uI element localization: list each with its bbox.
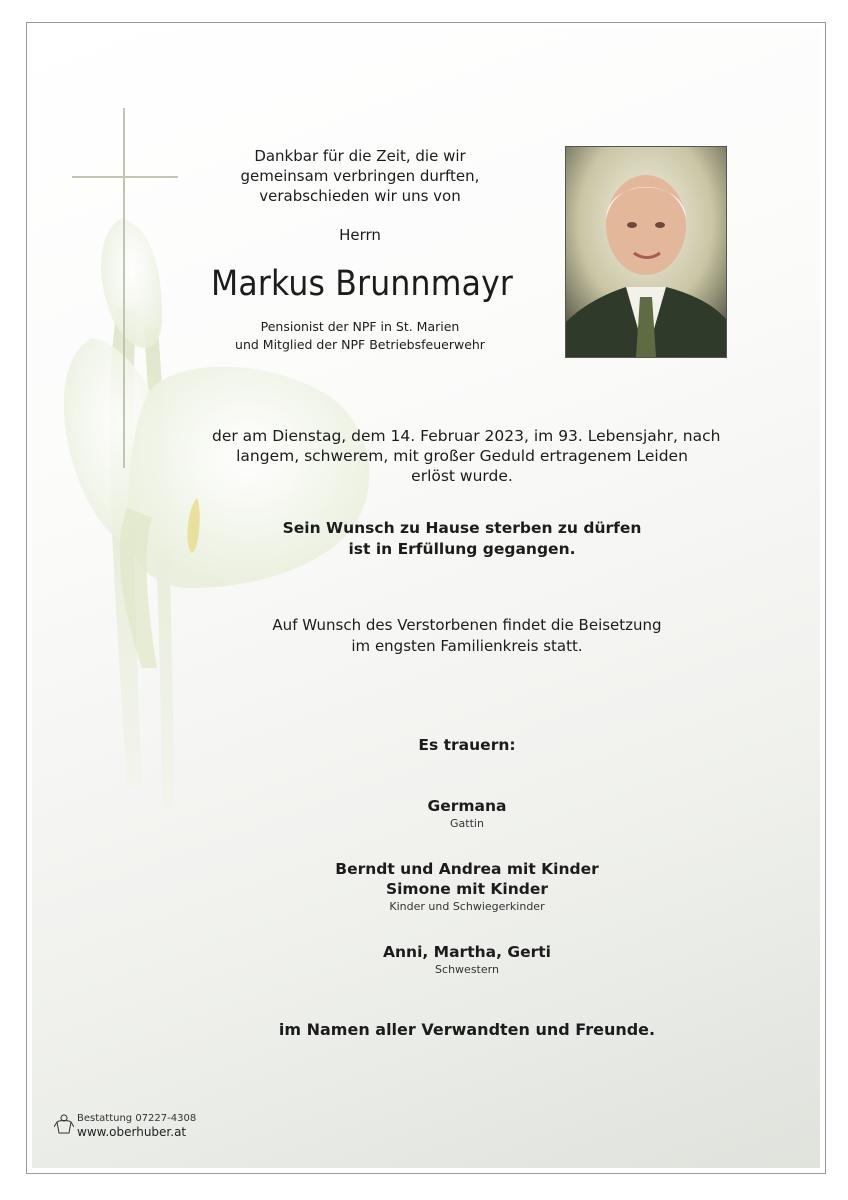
burial-notice: Auf Wunsch des Verstorbenen findet die Beisetzung im engsten Familienkreis statt. (272, 616, 662, 655)
funeral-home-logo (54, 1113, 196, 1139)
cross-vertical-bar (123, 108, 125, 468)
mourner-group (262, 859, 672, 915)
obituary-card (32, 28, 820, 1168)
occupation: Pensionist der NPF in St. Marien und Mitglied der NPF Betriebsfeuerwehr (235, 319, 485, 352)
mourner-names: Anni, Martha, Gerti (383, 943, 551, 961)
mourner-relation: Schwestern (435, 963, 499, 976)
closing-line: im Namen aller Verwandten und Freunde. (278, 1020, 656, 1039)
mourner-names: Simone mit Kinder (385, 880, 549, 898)
salutation: Herrn (339, 226, 381, 244)
mourner-group (262, 942, 672, 978)
mourner-names: Berndt und Andrea mit Kinder (335, 860, 599, 878)
mourner-group (262, 796, 672, 832)
mourner-relation: Gattin (450, 817, 484, 830)
intro-text: Dankbar für die Zeit, die wir gemeinsam verbringen durften, verabschieden wir uns von (240, 147, 480, 205)
angel-icon (54, 1113, 74, 1135)
deceased-name: Markus Brunnmayr (210, 264, 514, 304)
footer-website: www.oberhuber.at (77, 1125, 187, 1139)
mourners-heading: Es trauern: (418, 736, 516, 754)
death-notice: der am Dienstag, dem 14. Februar 2023, im 93. Lebensjahr, nach langem, schwerem, mit großer Geduld ertragenem Leiden erlöst wurde. (212, 427, 721, 485)
cross-horizontal-bar (72, 176, 178, 178)
wish-statement: Sein Wunsch zu Hause sterben zu dürfen ist in Erfüllung gegangen. (282, 519, 642, 558)
footer-phone: Bestattung 07227-4308 (77, 1113, 197, 1124)
mourner-names: Germana (427, 797, 507, 815)
mourner-relation: Kinder und Schwiegerkinder (389, 900, 545, 913)
portrait-photo (565, 146, 727, 358)
